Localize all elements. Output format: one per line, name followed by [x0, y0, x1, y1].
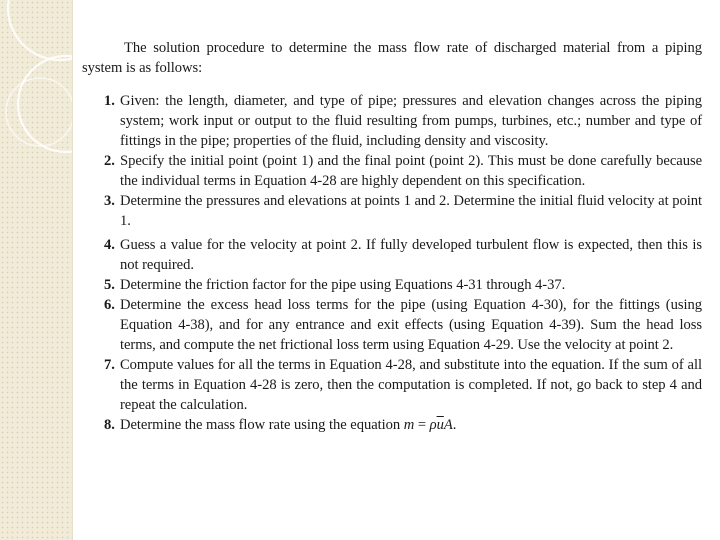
equation-rho: ρ — [429, 417, 437, 433]
step-3 — [82, 191, 702, 231]
step-text: Determine the friction factor for the pipe using Equations 4-31 through 4-37. — [120, 277, 566, 293]
equation-ubar: $\overline{u}$ — [436, 417, 444, 433]
step-number: 3. — [104, 193, 115, 209]
step-number: 4. — [104, 237, 115, 253]
side-band-edge — [72, 0, 73, 540]
step-text-with-equation — [120, 415, 702, 435]
equation-lhs: m — [403, 417, 415, 433]
step-8 — [82, 415, 702, 435]
decorative-side-band — [0, 0, 72, 540]
equation-equals: = — [414, 417, 430, 433]
intro-paragraph: The solution procedure to determine the mass flow rate of discharged material from a piping system is as follows: — [82, 40, 702, 76]
step-2 — [82, 151, 702, 191]
step-6 — [82, 295, 702, 355]
step-1 — [82, 91, 702, 151]
step-number: 6. — [104, 297, 115, 313]
equation-end: . — [452, 417, 457, 433]
equation-area: A — [443, 417, 453, 433]
step-number: 2. — [104, 153, 115, 169]
step-number: 7. — [104, 357, 115, 373]
step-5 — [82, 275, 702, 295]
step-number: 1. — [104, 93, 115, 109]
step-text: Specify the initial point (point 1) and the final point (point 2). This must be done carefully because the individual terms in Equation 4-28 are highly dependent on this specification. — [120, 153, 702, 189]
step-text: Determine the excess head loss terms for the pipe (using Equation 4-30), for the fittings (using Equation 4-38), and for any entrance and exit effects (using Equation 4-39). Sum the head loss terms, and compute the net frictional loss term using Equation 4-29. Use the velocity at point 2. — [120, 297, 702, 353]
decorative-circles — [0, 0, 72, 540]
step-text: Determine the pressures and elevations at points 1 and 2. Determine the initial fluid velocity at point 1. — [120, 193, 702, 229]
mass-flow-equation — [404, 417, 457, 433]
step-number: 5. — [104, 277, 115, 293]
step-7 — [82, 355, 702, 415]
step-4 — [82, 235, 702, 275]
step-text: Compute values for all the terms in Equation 4-28, and substitute into the equation. If the sum of all the terms in Equation 4-28 is zero, then the computation is completed. If not, go back to step 4 and repeat the calculation. — [120, 357, 702, 413]
step-text: Determine the mass flow rate using the equation — [120, 417, 401, 433]
step-text: Given: the length, diameter, and type of pipe; pressures and elevation changes across the piping system; work input or output to the fluid resulting from pumps, turbines, etc.; number and type of fittings in the pipe; properties of the fluid, including density and viscosity. — [120, 93, 702, 149]
step-number: 8. — [104, 417, 115, 433]
document-body — [82, 38, 702, 435]
procedure-steps — [82, 91, 702, 435]
step-text: Guess a value for the velocity at point 2. If fully developed turbulent flow is expected, then this is not required. — [120, 237, 702, 273]
